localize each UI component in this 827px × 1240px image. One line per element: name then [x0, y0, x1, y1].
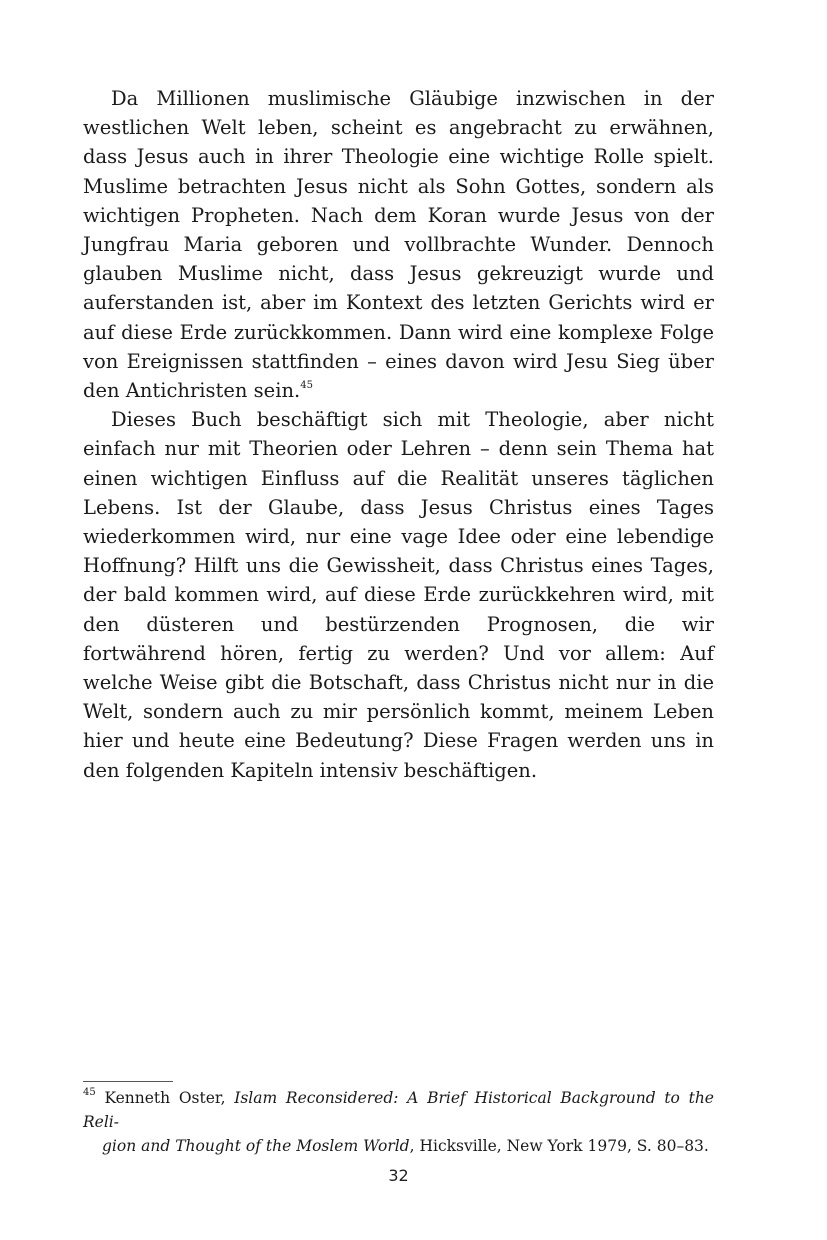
footnote-number: 45	[83, 1086, 96, 1098]
footnote-line-2	[83, 1134, 714, 1158]
footnote-divider	[83, 1081, 173, 1082]
main-text	[83, 84, 714, 785]
page-number: 32	[388, 1166, 409, 1185]
footnote-publication: , Hicksville, New York 1979, S. 80–83.	[409, 1137, 709, 1155]
footnote-title-part-2: gion and Thought of the Moslem World	[102, 1137, 410, 1155]
page-content	[83, 84, 714, 785]
paragraph-1	[83, 84, 714, 405]
footnote-line-1	[83, 1086, 714, 1134]
paragraph-1-text: Da Millionen muslimische Gläubige inzwischen in der westlichen Welt leben, scheint es angebracht zu erwähnen, dass Jesus auch in ihrer Theologie eine wichtige Rolle spielt. Muslime betrachten Jesus nicht als Sohn Gottes, sondern als wichtigen Propheten. Nach dem Koran wurde Jesus von der Jungfrau Maria geboren und vollbrachte Wunder. Dennoch glauben Muslime nicht, dass Jesus gekreuzigt wurde und auferstanden ist, aber im Kontext des letzten Gerichts wird er auf diese Erde zurückkommen. Dann wird eine komplexe Folge von Ereignissen stattfinden – eines davon wird Jesu Sieg über den Antichristen sein.	[83, 87, 714, 403]
footnote-author: Kenneth Oster,	[104, 1089, 235, 1107]
footnote-title-part-1: Islam Reconsidered: A Brief Historical Background to the Reli-	[83, 1089, 714, 1131]
footnote-45	[83, 1086, 714, 1158]
footnote-reference-45[interactable]: 45	[300, 379, 313, 391]
paragraph-2: Dieses Buch beschäftigt sich mit Theologie, aber nicht einfach nur mit Theorien oder Lehren – denn sein Thema hat einen wichtigen Einfluss auf die Realität unseres täglichen Lebens. Ist der Glaube, dass Jesus Christus eines Tages wiederkommen wird, nur eine vage Idee oder eine lebendige Hoffnung? Hilft uns die Gewissheit, dass Christus eines Tages, der bald kommen wird, auf diese Erde zurückkehren wird, mit den düsteren und bestürzenden Prognosen, die wir fortwährend hören, fertig zu werden? Und vor allem: Auf welche Weise gibt die Botschaft, dass Christus nicht nur in die Welt, sondern auch zu mir persönlich kommt, meinem Leben hier und heute eine Bedeutung? Diese Fragen werden uns in den folgenden Kapiteln intensiv beschäftigen.	[83, 408, 714, 782]
